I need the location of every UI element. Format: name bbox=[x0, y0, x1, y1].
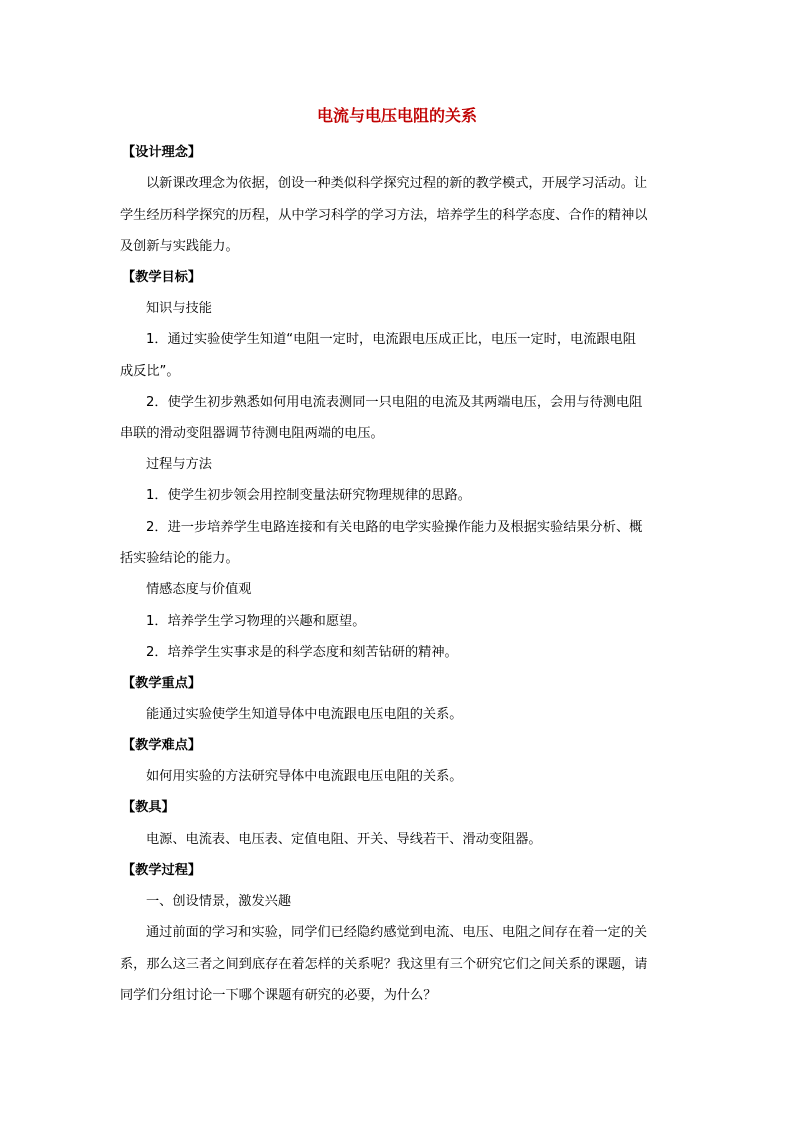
paragraph-line: 以新课改理念为依据，创设一种类似科学探究过程的新的教学模式，开展学习活动。让 bbox=[146, 176, 648, 191]
subheading-step-1: 一、创设情景，激发兴趣 bbox=[146, 894, 292, 909]
paragraph-line: 2．进一步培养学生电路连接和有关电路的电学实验操作能力及根据实验结果分析、概 bbox=[146, 520, 643, 535]
subheading-process: 过程与方法 bbox=[146, 457, 212, 472]
paragraph-line: 同学们分组讨论一下哪个课题有研究的必要，为什么？ bbox=[120, 988, 437, 1003]
section-heading-goals: 【教学目标】 bbox=[122, 270, 202, 285]
paragraph-line: 2．使学生初步熟悉如何用电流表测同一只电阻的电流及其两端电压，会用与待测电阻 bbox=[146, 395, 643, 410]
paragraph-line: 电源、电流表、电压表、定值电阻、开关、导线若干、滑动变阻器。 bbox=[146, 832, 542, 847]
document-title: 电流与电压电阻的关系 bbox=[316, 106, 477, 125]
paragraph-line: 串联的滑动变阻器调节待测电阻两端的电压。 bbox=[120, 426, 384, 441]
paragraph-line: 1．使学生初步领会用控制变量法研究物理规律的思路。 bbox=[146, 488, 471, 503]
paragraph-line: 括实验结论的能力。 bbox=[120, 551, 239, 566]
section-heading-key-points: 【教学重点】 bbox=[122, 676, 202, 691]
subheading-knowledge: 知识与技能 bbox=[146, 301, 212, 316]
subheading-attitude: 情感态度与价值观 bbox=[146, 582, 252, 597]
paragraph-line: 1．通过实验使学生知道“电阻一定时，电流跟电压成正比，电压一定时，电流跟电阻 bbox=[146, 332, 636, 347]
section-heading-process: 【教学过程】 bbox=[122, 863, 202, 878]
section-heading-design-concept: 【设计理念】 bbox=[122, 145, 202, 160]
paragraph-line: 及创新与实践能力。 bbox=[120, 239, 239, 254]
section-heading-tools: 【教具】 bbox=[122, 800, 175, 815]
paragraph-line: 通过前面的学习和实验，同学们已经隐约感觉到电流、电压、电阻之间存在着一定的关 bbox=[146, 925, 648, 940]
paragraph-line: 1．培养学生学习物理的兴趣和愿望。 bbox=[146, 614, 366, 629]
section-heading-difficulties: 【教学难点】 bbox=[122, 738, 202, 753]
paragraph-line: 学生经历科学探究的历程，从中学习科学的学习方法，培养学生的科学态度、合作的精神以 bbox=[120, 208, 648, 223]
paragraph-line: 成反比”。 bbox=[120, 364, 180, 379]
paragraph-line: 如何用实验的方法研究导体中电流跟电压电阻的关系。 bbox=[146, 769, 463, 784]
paragraph-line: 2．培养学生实事求是的科学态度和刻苦钻研的精神。 bbox=[146, 645, 458, 660]
paragraph-line: 能通过实验使学生知道导体中电流跟电压电阻的关系。 bbox=[146, 707, 463, 722]
paragraph-line: 系，那么这三者之间到底存在着怎样的关系呢？我这里有三个研究它们之间关系的课题，请 bbox=[120, 957, 648, 972]
